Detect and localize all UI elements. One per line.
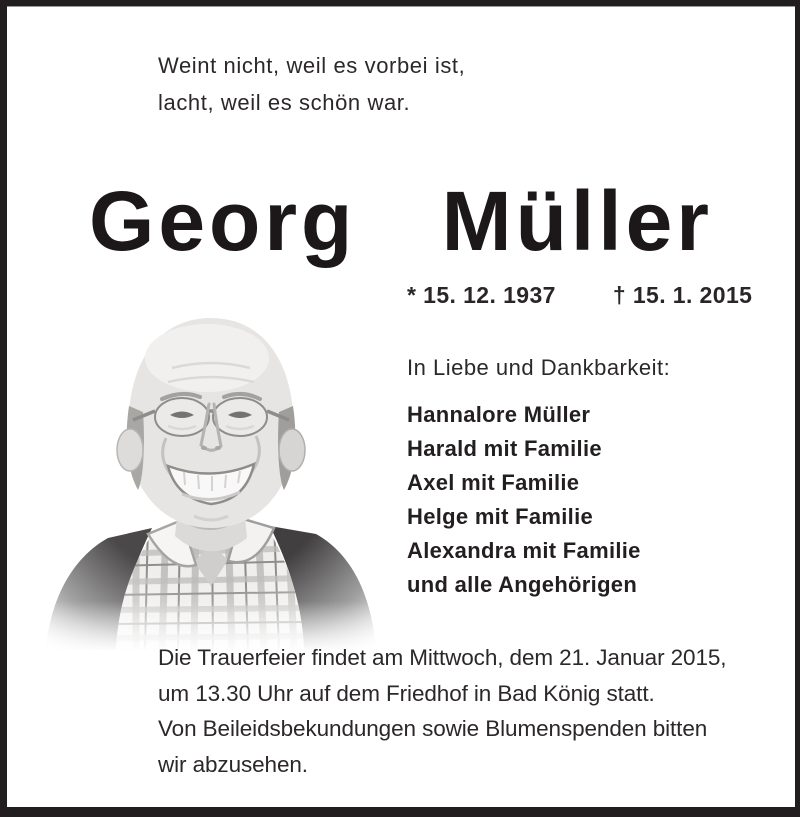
mourner-name: Axel mit Familie bbox=[407, 470, 580, 495]
quote-line-1: Weint nicht, weil es vorbei ist, bbox=[158, 53, 466, 78]
deceased-name bbox=[89, 174, 713, 268]
mourner-name: und alle Angehörigen bbox=[407, 572, 638, 597]
funeral-line-3: Von Beileidsbekundungen sowie Blumenspenden bitten bbox=[158, 716, 708, 741]
deceased-portrait-photo bbox=[32, 282, 390, 650]
funeral-line-4: wir abzusehen. bbox=[158, 751, 308, 777]
deceased-last-name: Müller bbox=[441, 174, 713, 268]
deceased-first-name: Georg bbox=[89, 174, 357, 268]
life-dates bbox=[407, 282, 752, 309]
funeral-line-2: um 13.30 Uhr auf dem Friedhof in Bad König statt. bbox=[158, 680, 655, 706]
mourner-name: Harald mit Familie bbox=[407, 436, 602, 461]
birth-date: * 15. 12. 1937 bbox=[407, 282, 556, 308]
mourners-block bbox=[407, 355, 670, 602]
mourner-name: Hannalore Müller bbox=[407, 402, 591, 427]
memorial-quote bbox=[158, 47, 465, 121]
quote-line-2: lacht, weil es schön war. bbox=[158, 90, 411, 115]
funeral-details bbox=[158, 640, 726, 782]
notice-sheet bbox=[7, 6, 795, 807]
mourner-name: Alexandra mit Familie bbox=[407, 538, 641, 563]
mourners-list bbox=[407, 398, 670, 602]
mourner-name: Helge mit Familie bbox=[407, 504, 594, 529]
portrait-illustration bbox=[32, 282, 390, 650]
death-date: † 15. 1. 2015 bbox=[612, 282, 753, 308]
funeral-line-1: Die Trauerfeier findet am Mittwoch, dem 21. Januar 2015, bbox=[158, 645, 727, 670]
mourning-intro: In Liebe und Dankbarkeit: bbox=[407, 355, 671, 380]
